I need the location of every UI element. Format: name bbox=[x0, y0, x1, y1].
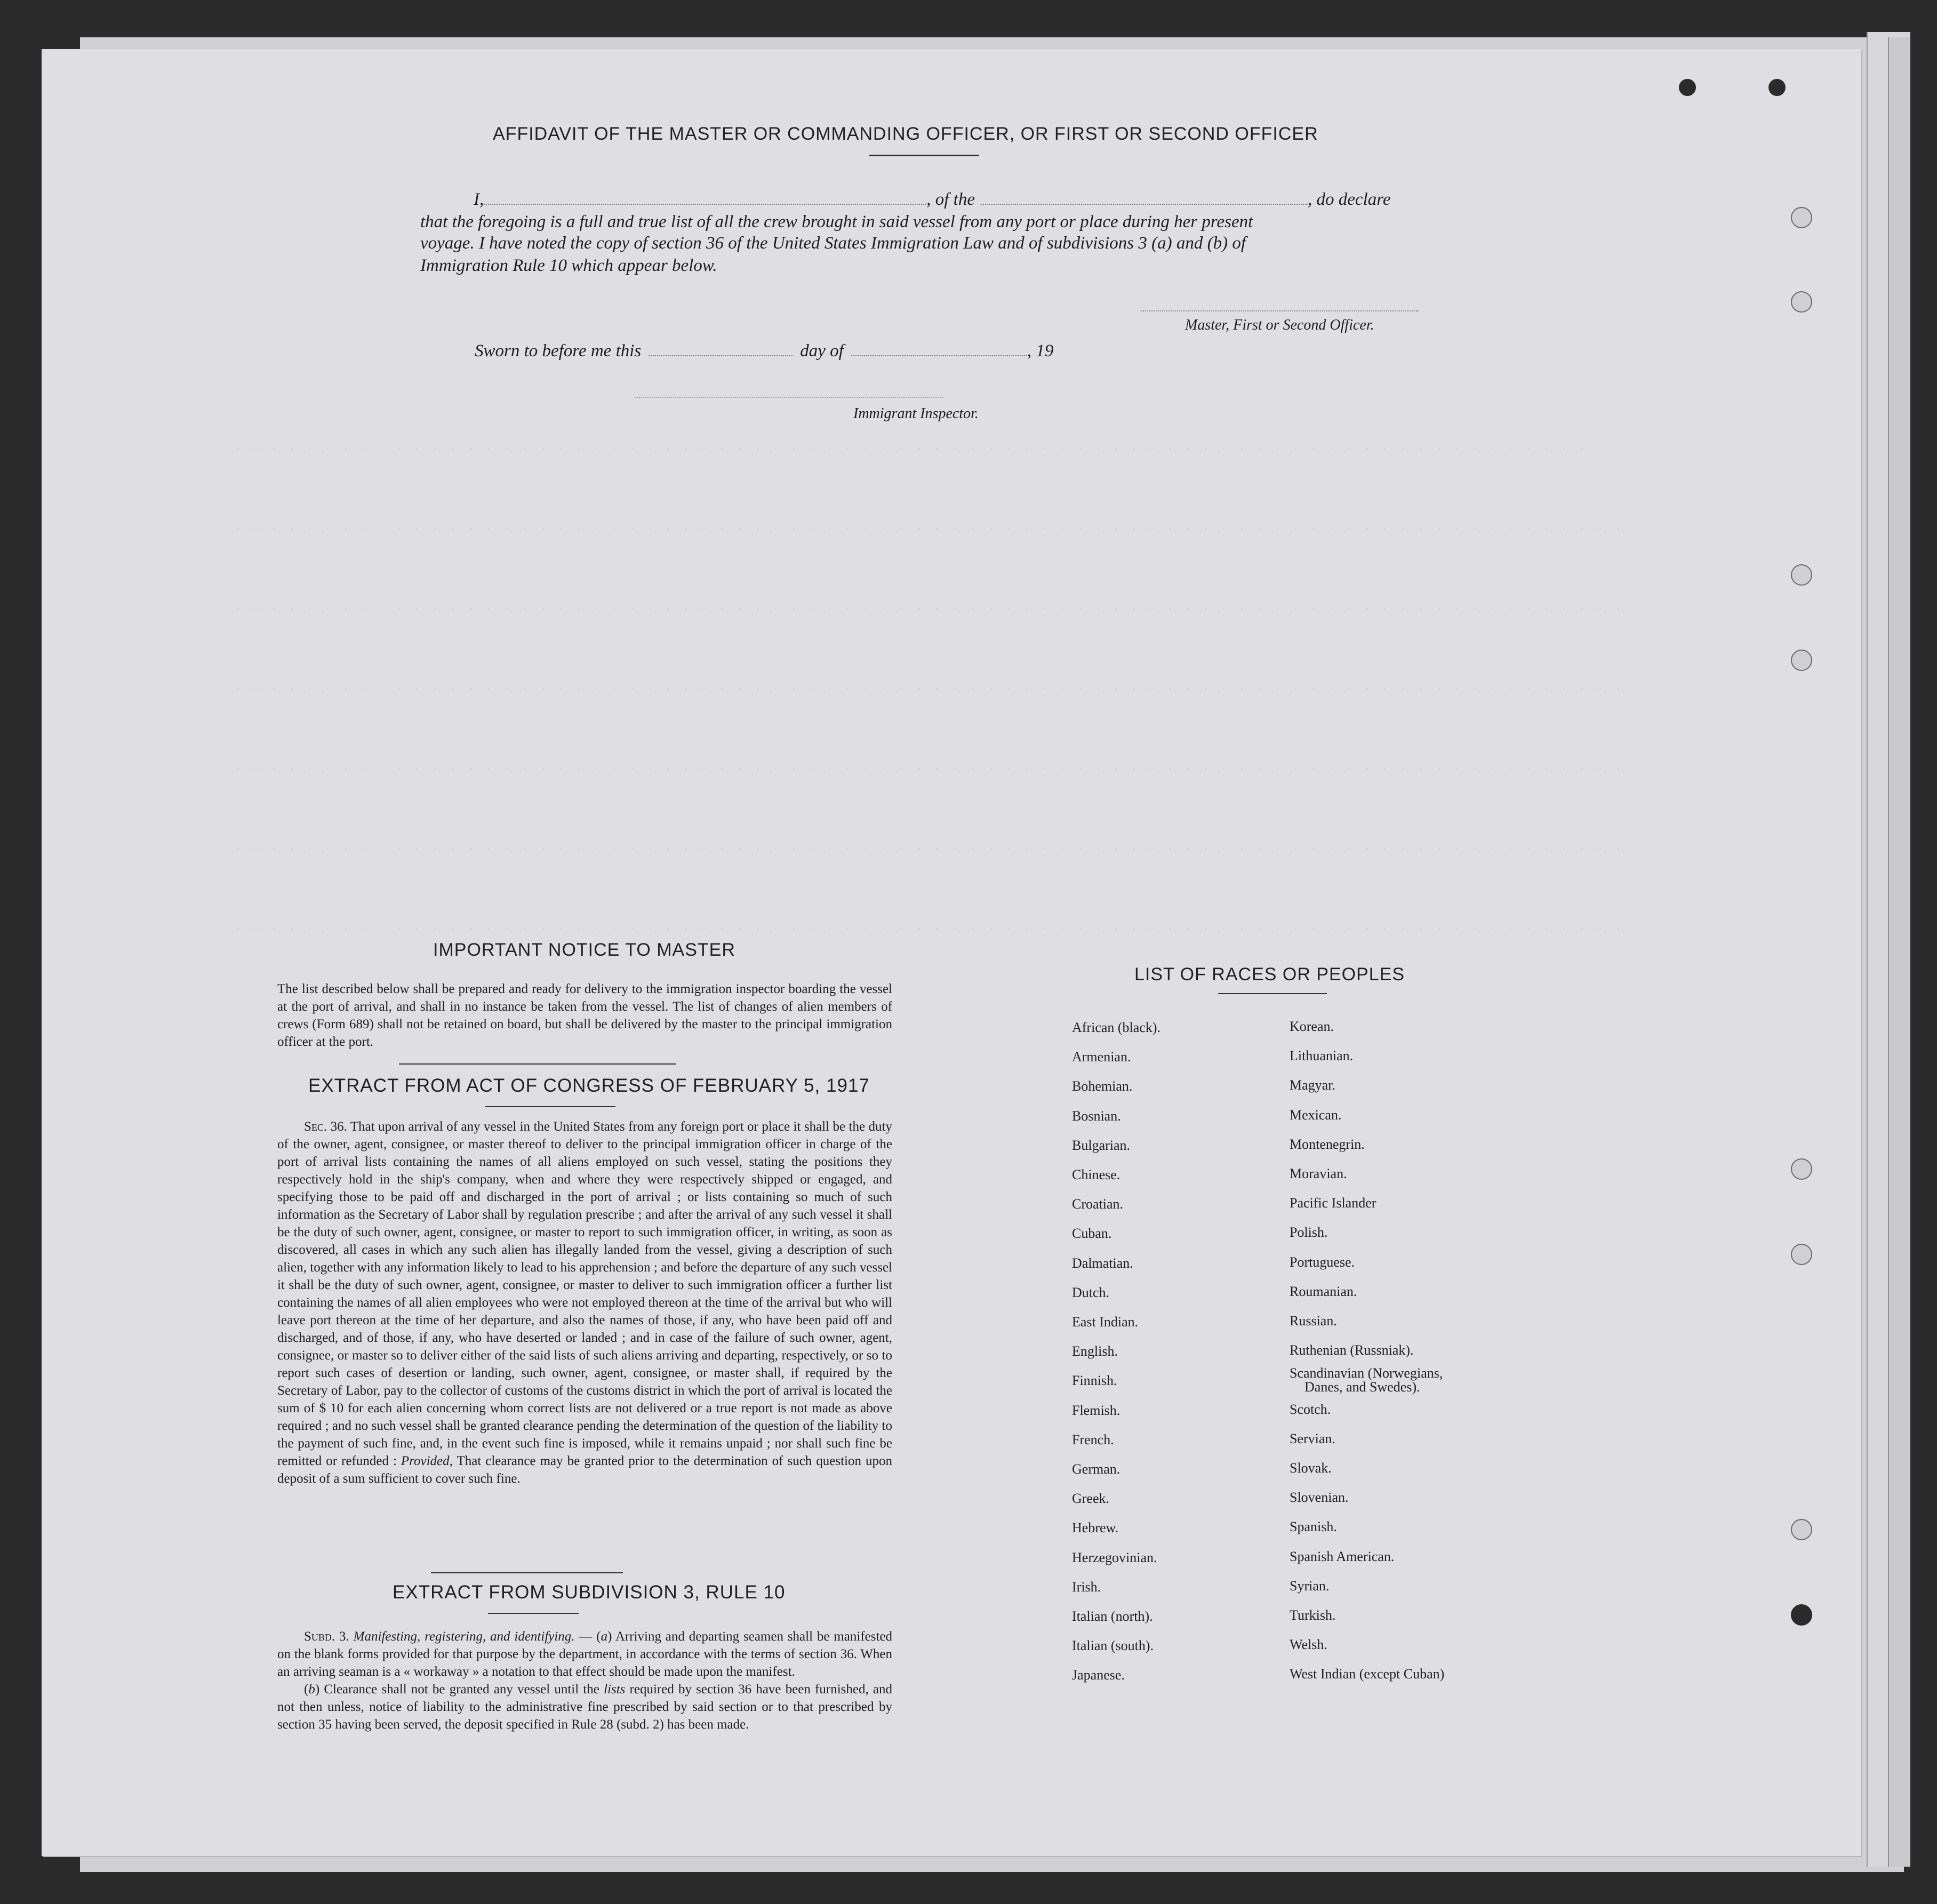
race-item: Armenian. bbox=[1072, 1049, 1131, 1065]
section-36-text: That upon arrival of any vessel in the United States from any foreign port or place it shall be the duty of the owner, agent, consignee, or master thereof to deliver to the principal immigration officer in charge of the port of arrival lists containing the names of all aliens employed on such vessel, stating the positions they respectively hold in the ship's company, when and where they were respectively shipped or engaged, and specifying those to be paid off and discharged in the port of arrival ; or lists containing so much of such information as the Secretary of Labor shall by regulation prescribe ; and after the arrival of any such vessel it shall be the duty of such owner, agent, consignee, or master to report to such immigration officer, in writing, as soon as discovered, all cases in which any such alien has illegally landed from the vessel, giving a description of such alien, together with any information likely to lead to his apprehension ; and before the departure of any such vessel it shall be the duty of such owner, agent, consignee, or master to deliver to such immigration officer a further list containing the names of all alien employees who were not employed thereon at the time of the arrival but who will leave port thereon at the time of her departure, and also the names of those, if any, who have been paid off and discharged, and of those, if any, who have deserted or landed ; and in case of the failure of such owner, agent, consignee, or master so to deliver either of the said lists of such aliens arriving and departing, respectively, or so to report such cases of desertion or landing, such owner, agent, consignee, or master shall, if required by the Secretary of Labor, pay to the collector of customs of the customs district in which the port of arrival is located the sum of $ 10 for each alien concerning whom correct lists are not delivered or a true report is not made as above required ; and no such vessel shall be granted clearance pending the determination of the question of the liability to the payment of such fine, and, in the event such fine is imposed, while it remains unpaid ; nor shall such fine be remitted or refunded : bbox=[277, 1119, 892, 1468]
race-item: French. bbox=[1072, 1432, 1114, 1447]
race-item: Slovenian. bbox=[1290, 1490, 1349, 1505]
para-a-dash: — ( bbox=[574, 1629, 601, 1644]
race-item: Spanish American. bbox=[1290, 1549, 1395, 1564]
master-signature-field[interactable] bbox=[1141, 310, 1419, 311]
race-item: Italian (south). bbox=[1072, 1638, 1154, 1653]
sworn-date-field[interactable] bbox=[649, 351, 793, 356]
race-item: Italian (north). bbox=[1072, 1609, 1153, 1624]
race-item: Hebrew. bbox=[1072, 1520, 1119, 1535]
bleed-through-text: . . . . . . . . . . . . . . . . . . . . . . . . . . . . . . . . . . . . . . . . . . . . . . . . . . . . . . . . . . . . . . . . . . . . . . . . . . . . . . bbox=[234, 598, 1623, 615]
punch-hole bbox=[1791, 207, 1812, 228]
para-b-open: ( bbox=[304, 1682, 309, 1697]
punch-hole bbox=[1791, 291, 1812, 313]
race-item: Slovak. bbox=[1290, 1460, 1332, 1476]
race-item: Syrian. bbox=[1290, 1578, 1330, 1594]
punch-hole bbox=[1791, 1244, 1812, 1265]
affidavit-title: AFFIDAVIT OF THE MASTER OR COMMANDING OFFICER, OR FIRST OR SECOND OFFICER bbox=[493, 124, 1318, 144]
sworn-prefix: Sworn to before me this bbox=[475, 341, 642, 361]
sworn-day-of: day of bbox=[800, 341, 844, 361]
subd-label: Subd. 3. bbox=[304, 1629, 349, 1644]
para-b-letter: b bbox=[308, 1682, 315, 1697]
master-signature-label: Master, First or Second Officer. bbox=[1185, 317, 1374, 333]
race-item: Portuguese. bbox=[1290, 1254, 1355, 1270]
bleed-through-text: . . . . . . . . . . . . . . . . . . . . . . . . . . . . . . . . . . . . . . . . . . . . . . . . . . . . . . . . . . . . . . . . . . . . . . . . . . . . bbox=[234, 438, 1587, 455]
race-item: Magyar. bbox=[1290, 1077, 1335, 1093]
document-page bbox=[42, 49, 1861, 1856]
race-item: Dalmatian. bbox=[1072, 1255, 1133, 1271]
race-item: Mexican. bbox=[1290, 1107, 1342, 1123]
race-item: Welsh. bbox=[1290, 1637, 1327, 1652]
punch-hole bbox=[1791, 1604, 1812, 1626]
proviso-label: Provided, bbox=[401, 1454, 453, 1468]
bleed-through-text: . . . . . . . . . . . . . . . . . . . . . . . . . . . . . . . . . . . . . . . . . . . . . . . . . . . . . . . . . . . . . . . . . . . . . . . . . . . . . . bbox=[234, 518, 1623, 535]
section-label: Sec. 36. bbox=[304, 1119, 347, 1134]
race-item: German. bbox=[1072, 1461, 1120, 1477]
race-item: Servian. bbox=[1290, 1431, 1335, 1446]
race-item: Cuban. bbox=[1072, 1226, 1112, 1241]
race-item: Turkish. bbox=[1290, 1607, 1336, 1623]
punch-hole bbox=[1768, 79, 1786, 96]
subd-heading: Manifesting, registering, and identifying. bbox=[353, 1629, 575, 1644]
punch-hole bbox=[1791, 1158, 1812, 1180]
race-item: Scotch. bbox=[1290, 1402, 1331, 1417]
race-item: West Indian (except Cuban) bbox=[1290, 1666, 1445, 1682]
race-item: Japanese. bbox=[1072, 1667, 1125, 1683]
race-item: Pacific Islander bbox=[1290, 1195, 1376, 1211]
affidavit-line-1 bbox=[474, 190, 1390, 210]
bleed-through-text: . . . . . . . . . . . . . . . . . . . . . . . . . . . . . . . . . . . . . . . . . . . . . . . . . . . . . . . . . . . . . . . . . . . . . . . . . . . . . . bbox=[234, 838, 1623, 855]
declare-suffix: , do declare bbox=[1307, 190, 1391, 209]
act-title: EXTRACT FROM ACT OF CONGRESS OF FEBRUARY 5, 1917 bbox=[308, 1075, 870, 1096]
title-rule bbox=[869, 155, 979, 156]
declarant-name-field[interactable] bbox=[484, 199, 926, 205]
section-rule bbox=[1218, 993, 1327, 994]
race-item: Russian. bbox=[1290, 1313, 1337, 1329]
vessel-name-field[interactable] bbox=[981, 199, 1308, 205]
race-item: Lithuanian. bbox=[1290, 1048, 1354, 1063]
race-item: Dutch. bbox=[1072, 1285, 1110, 1300]
declarant-prefix: I, bbox=[474, 190, 484, 209]
race-item: Korean. bbox=[1290, 1019, 1334, 1034]
para-b-text-1: ) Clearance shall not be granted any vessel until the bbox=[315, 1682, 599, 1697]
inspector-signature-field[interactable] bbox=[635, 397, 943, 398]
bleed-through-text: . . . . . . . . . . . . . . . . . . . . . . . . . . . . . . . . . . . . . . . . . . . . . . . . . . . . . . . . . . . . . . . . . . . . . . . . . . . . . . bbox=[234, 678, 1623, 695]
race-item: Danes, and Swedes). bbox=[1304, 1379, 1420, 1395]
race-item: Scandinavian (Norwegians, bbox=[1290, 1365, 1443, 1381]
race-item: East Indian. bbox=[1072, 1314, 1139, 1330]
race-item: Montenegrin. bbox=[1290, 1137, 1365, 1152]
section-rule bbox=[431, 1572, 623, 1573]
race-item: Bulgarian. bbox=[1072, 1138, 1131, 1153]
race-item: African (black). bbox=[1072, 1020, 1161, 1035]
inspector-signature-label: Immigrant Inspector. bbox=[853, 405, 979, 422]
race-item: Flemish. bbox=[1072, 1403, 1120, 1418]
vessel-prefix: , of the bbox=[926, 190, 975, 209]
para-b-text-2: required by section 36 have been furnished, and not then unless, notice of liability to the administrative fine prescribed by said section or to that prescribed by section 35 having been served, the deposit specified in Rule 28 (subd. 2) has been made. bbox=[277, 1682, 892, 1732]
race-item: Bohemian. bbox=[1072, 1078, 1133, 1094]
section-rule bbox=[488, 1613, 579, 1614]
race-item: Moravian. bbox=[1290, 1166, 1347, 1181]
sworn-month-field[interactable] bbox=[851, 351, 1027, 356]
para-b-lists: lists bbox=[604, 1682, 626, 1697]
punch-hole bbox=[1679, 79, 1696, 96]
para-a-text: ) Arriving and departing seamen shall be manifested on the blank forms provided for that purpose by the department, in accordance with the terms of section 36. When an arriving seaman is a « workaway » a notation to that effect should be made upon the manifest. bbox=[277, 1629, 892, 1679]
race-item: Roumanian. bbox=[1290, 1284, 1357, 1299]
race-item: Bosnian. bbox=[1072, 1108, 1121, 1124]
subdivision-title: EXTRACT FROM SUBDIVISION 3, RULE 10 bbox=[393, 1582, 786, 1603]
bleed-through-text: . . . . . . . . . . . . . . . . . . . . . . . . . . . . . . . . . . . . . . . . . . . . . . . . . . . . . . . . . . . . . . . . . . . . . . . . . . . . . . bbox=[234, 758, 1623, 775]
notice-title: IMPORTANT NOTICE TO MASTER bbox=[433, 940, 735, 960]
sworn-year: , 19 bbox=[1027, 341, 1054, 361]
race-item: Croatian. bbox=[1072, 1196, 1124, 1212]
punch-hole bbox=[1791, 1519, 1812, 1540]
race-item: Polish. bbox=[1290, 1225, 1328, 1240]
race-item: Greek. bbox=[1072, 1491, 1110, 1506]
race-item: English. bbox=[1072, 1343, 1118, 1359]
punch-hole bbox=[1791, 650, 1812, 671]
subdivision-body bbox=[277, 1628, 892, 1733]
race-item: Irish. bbox=[1072, 1579, 1101, 1595]
affidavit-line-4: Immigration Rule 10 which appear below. bbox=[420, 256, 717, 275]
sworn-line bbox=[475, 341, 1053, 361]
race-item: Chinese. bbox=[1072, 1167, 1120, 1182]
section-36-end: That clearance may be granted prior to the determination of such question upon deposit of a sum sufficient to cover such fine. bbox=[277, 1454, 892, 1486]
race-item: Herzegovinian. bbox=[1072, 1550, 1157, 1565]
races-title: LIST OF RACES OR PEOPLES bbox=[1134, 964, 1405, 985]
section-rule bbox=[485, 1106, 615, 1107]
bleed-through-text: . . . . . . . . . . . . . . . . . . . . . . . . . . . . . . . . . . . . . . . . . . . . . . . . . . . . . . . . . . . . . . . . . . . . . . . . . . . . . . bbox=[234, 918, 1623, 935]
race-item: Ruthenian (Russniak). bbox=[1290, 1342, 1414, 1358]
act-section-36 bbox=[277, 1118, 892, 1487]
notice-body: The list described below shall be prepared and ready for delivery to the immigration inspector boarding the vessel at the port of arrival, and shall in no instance be taken from the vessel. The list of changes of alien members of crews (Form 689) shall not be retained on board, but shall be delivered by the master to the principal immigration officer at the port. bbox=[277, 982, 892, 1049]
punch-hole bbox=[1791, 564, 1812, 586]
section-rule bbox=[399, 1063, 676, 1065]
underlying-sheet-edge bbox=[1888, 37, 1910, 1867]
race-item: Spanish. bbox=[1290, 1519, 1337, 1534]
affidavit-line-3: voyage. I have noted the copy of section 36 of the United States Immigration Law and of subdivisions 3 (a) and (b) of bbox=[420, 234, 1246, 253]
affidavit-line-2: that the foregoing is a full and true list of all the crew brought in said vessel from any port or place during her present bbox=[420, 212, 1253, 231]
para-a-letter: a bbox=[601, 1629, 608, 1644]
race-item: Finnish. bbox=[1072, 1373, 1117, 1388]
